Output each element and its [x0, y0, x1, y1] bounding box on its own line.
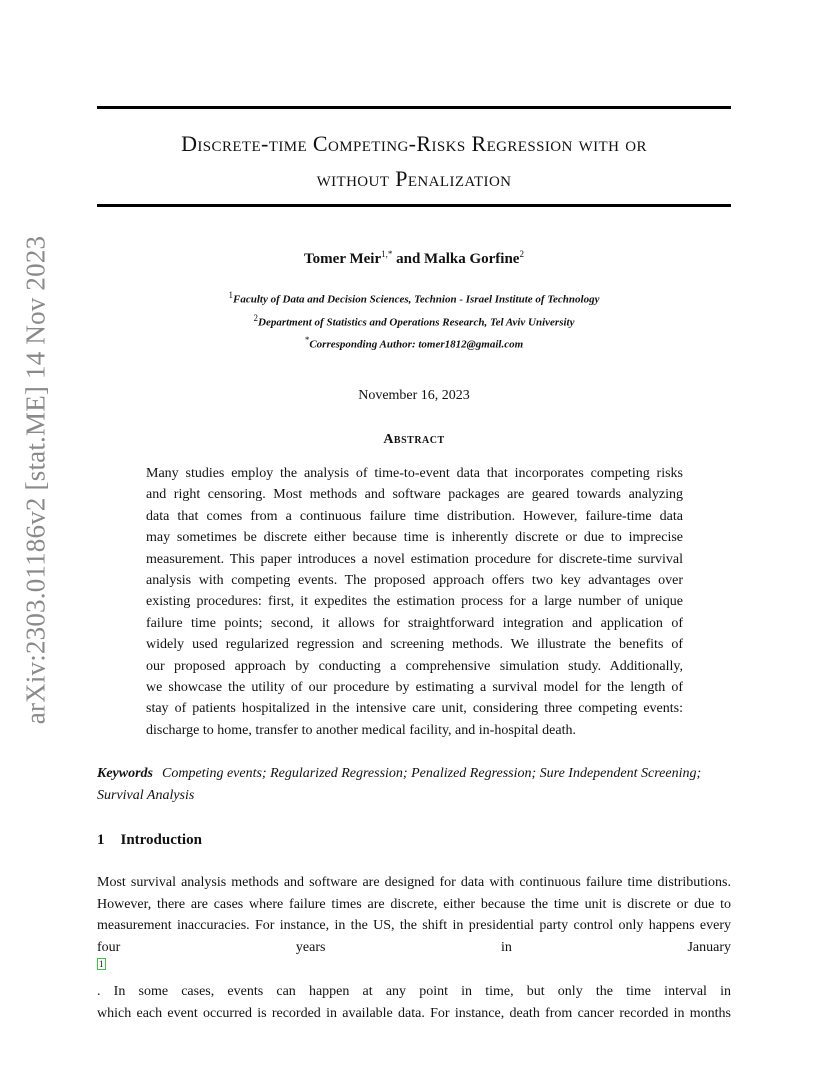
- affiliation-marker: *: [304, 335, 310, 346]
- affiliation-marker: 2: [253, 312, 259, 323]
- keywords-label: Keywords: [97, 766, 153, 781]
- keywords-paragraph: [97, 763, 731, 806]
- body-line: which each event occurred is recorded in available data. For instance, death from cancer recorded in months: [97, 1005, 731, 1021]
- keywords-text: Competing events; Regularized Regression; Penalized Regression; Sure Independent Screening; Survival Analysis: [97, 766, 702, 803]
- abstract-line: existing procedures: first, it expedites the estimation process for a large number of unique: [146, 594, 683, 610]
- abstract-line: we showcase the utility of our procedure by estimating a survival model for the length of: [146, 680, 683, 696]
- abstract-line: and right censoring. Most methods and software packages are geared towards analyzing: [146, 487, 683, 503]
- author-list: [97, 249, 731, 268]
- paper-date: November 16, 2023: [358, 388, 470, 403]
- affiliation-line: [97, 331, 731, 354]
- affiliation-text: Faculty of Data and Decision Sciences, Technion - Israel Institute of Technology: [233, 293, 600, 306]
- abstract-heading: Abstract: [383, 432, 445, 447]
- author-superscript: 2: [519, 249, 524, 259]
- author-connector: and: [396, 251, 421, 267]
- body-line: Most survival analysis methods and software are designed for data with continuous failure time distributions.: [97, 875, 731, 890]
- abstract-line: may sometimes be discrete either because time is inherently discrete or due to imprecise: [146, 530, 683, 546]
- title-line-2: without Penalization: [316, 166, 512, 191]
- author-superscript: 1,*: [381, 249, 393, 259]
- footnote-link[interactable]: 1: [99, 959, 104, 970]
- author-name: Malka Gorfine: [424, 251, 520, 267]
- paper-title: [97, 126, 731, 196]
- body-text: four years in January: [97, 939, 731, 955]
- title-top-rule: [97, 106, 731, 109]
- affiliation-line: [97, 309, 731, 332]
- abstract-line: Many studies employ the analysis of time-to-event data that incorporates competing risks: [146, 466, 683, 481]
- intro-paragraph: [97, 872, 731, 1024]
- affiliation-text: Corresponding Author: tomer1812@gmail.com: [309, 338, 524, 351]
- abstract-line: measurement. This paper introduces a novel estimation procedure for discrete-time survival: [146, 551, 683, 567]
- affiliation-marker: 1: [228, 290, 233, 300]
- title-line-1: Discrete-time Competing-Risks Regression with or: [181, 131, 647, 156]
- body-line: measurement inaccuracies. For instance, in the US, the shift in presidential party control only happens every: [97, 918, 731, 934]
- abstract-line: widely used regularized regression and screening methods. We illustrate the benefits of: [146, 637, 683, 653]
- abstract-paragraph: [146, 463, 683, 741]
- body-line: However, there are cases where failure times are discrete, either because the time unit is discrete or due to: [97, 896, 731, 912]
- abstract-line: discharge to home, transfer to another medical facility, and in-hospital death.: [146, 722, 576, 738]
- abstract-line: failure time points; second, it allows for straightforward integration and application of: [146, 615, 683, 631]
- section-title: Introduction: [120, 832, 202, 848]
- title-bottom-rule: [97, 204, 731, 207]
- arxiv-identifier: arXiv:2303.01186v2 [stat.ME] 14 Nov 2023: [20, 235, 51, 725]
- abstract-line: analysis with competing events. The proposed approach offers two key advantages over: [146, 573, 683, 589]
- affiliations: [97, 286, 731, 354]
- body-text: . In some cases, events can happen at any point in time, but only the time interval in: [97, 983, 731, 999]
- abstract-line: data that comes from a continuous failure time distribution. However, failure-time data: [146, 508, 683, 524]
- section-heading: [97, 832, 202, 849]
- abstract-line: our proposed approach by conducting a comprehensive simulation study. Additionally,: [146, 658, 683, 674]
- section-number: 1: [97, 832, 105, 848]
- affiliation-line: [97, 286, 731, 309]
- arxiv-sidebar: [14, 235, 58, 725]
- abstract-line: stay of patients hospitalized in the intensive care unit, considering three competing events:: [146, 701, 683, 717]
- body-line: [97, 937, 731, 1003]
- author-name: Tomer Meir: [304, 251, 382, 267]
- affiliation-text: Department of Statistics and Operations Research, Tel Aviv University: [258, 316, 575, 329]
